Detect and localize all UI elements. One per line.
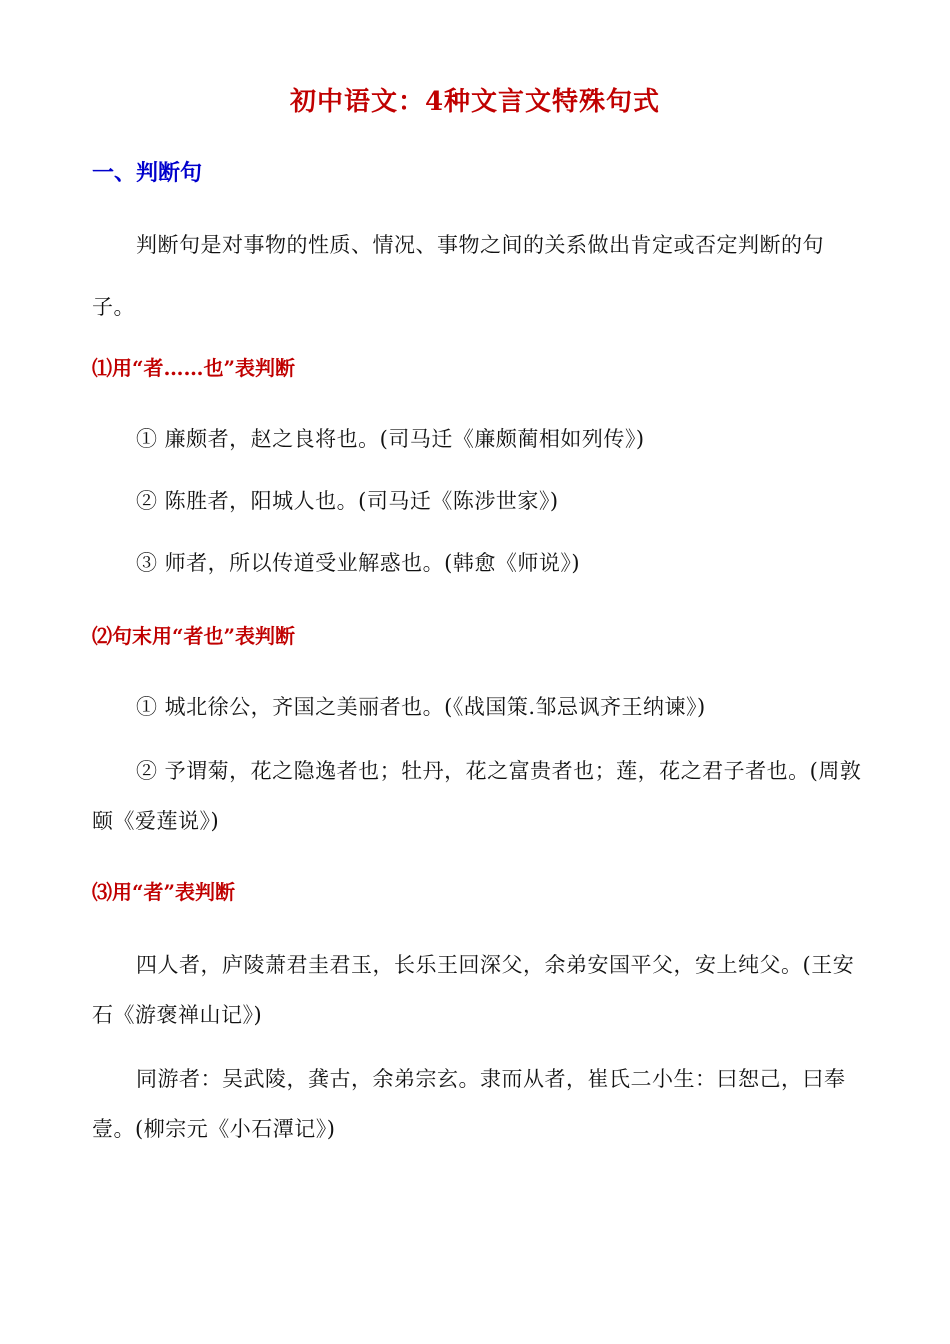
example-1-2: ② 陈胜者，阳城人也。(司马迁《陈涉世家》) — [136, 489, 559, 513]
example-1-3: ③ 师者，所以传道受业解惑也。(韩愈《师说》) — [136, 551, 581, 575]
document-title: 初中语文：4种文言文特殊句式 — [289, 87, 661, 117]
subheading-3: ⑶用“者”表判断 — [92, 880, 236, 904]
example-1-1: ① 廉颇者，赵之良将也。(司马迁《廉颇蔺相如列传》) — [136, 427, 645, 451]
example-2-2: ② 予谓菊，花之隐逸者也；牡丹，花之富贵者也；莲，花之君子者也。(周敦颐《爱莲说》) — [92, 759, 862, 833]
section-heading-judgment: 一、判断句 — [92, 160, 203, 186]
example-2-1: ① 城北徐公，齐国之美丽者也。(《战国策.邹忌讽齐王纳谏》) — [136, 695, 706, 719]
example-3-1: 四人者，庐陵萧君圭君玉，长乐王回深父，余弟安国平父，安上纯父。(王安石《游褒禅山记》) — [92, 953, 855, 1027]
section-intro-paragraph: 判断句是对事物的性质、情况、事物之间的关系做出肯定或否定判断的句子。 — [92, 233, 824, 319]
subheading-2: ⑵句末用“者也”表判断 — [92, 624, 296, 648]
example-3-2: 同游者：吴武陵，龚古，余弟宗玄。隶而从者，崔氏二小生：曰恕己，曰奉壹。(柳宗元《小石潭记》) — [92, 1067, 846, 1141]
subheading-1: ⑴用“者……也”表判断 — [92, 356, 296, 380]
